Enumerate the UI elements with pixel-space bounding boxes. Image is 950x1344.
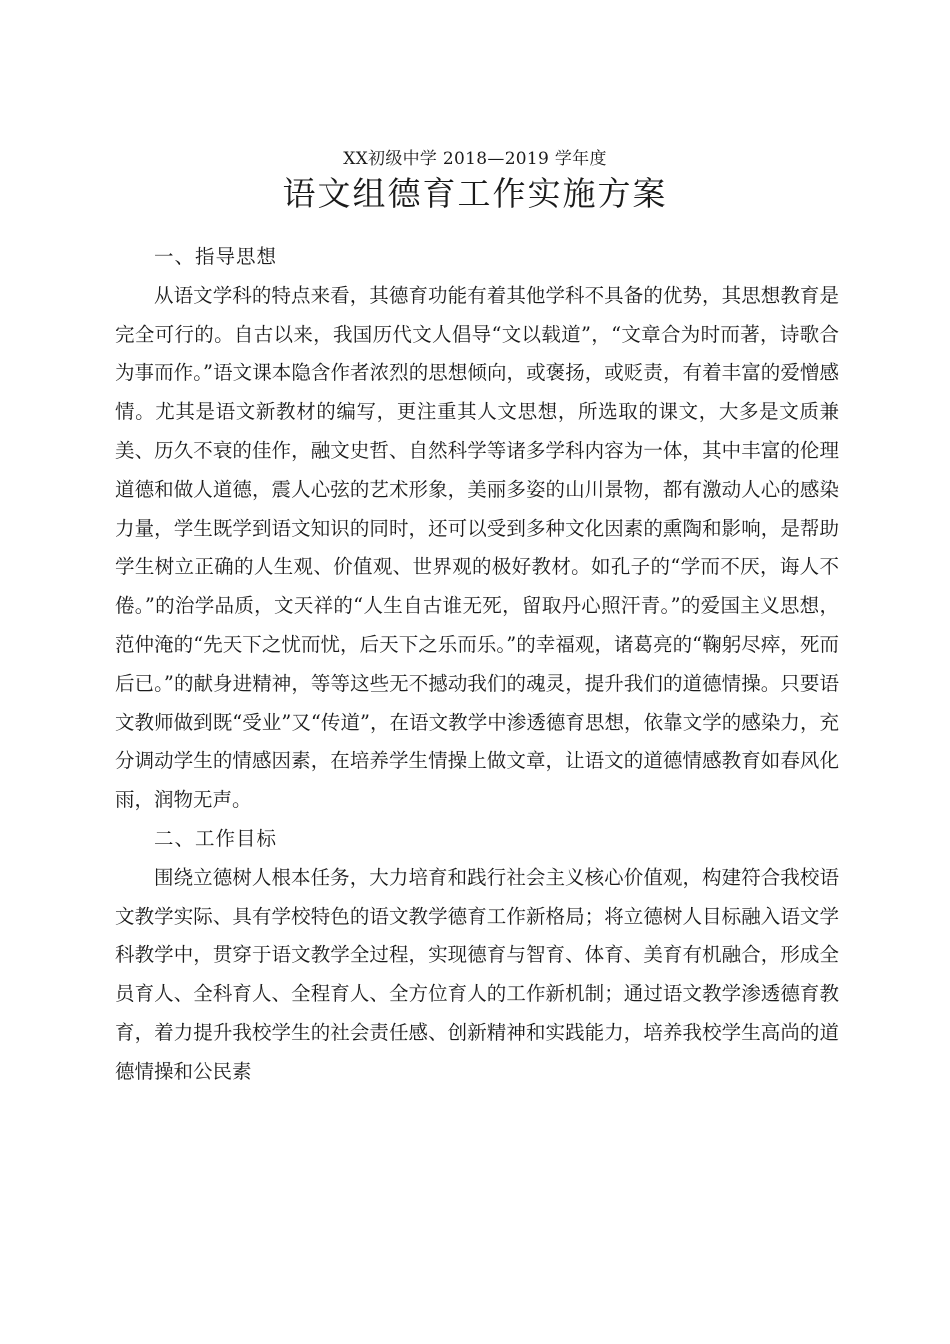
- section-heading-guiding-ideology: 一、指导思想: [154, 245, 278, 268]
- section-paragraph-guiding-ideology: 从语文学科的特点来看，其德育功能有着其他学科不具备的优势，其思想教育是完全可行的。自古以来，我国历代文人倡导“文以载道”，“文章合为时而著，诗歌合为事而作。”语文课本隐含作者浓烈的思想倾向，或褒扬，或贬责，有着丰富的爱憎感情。尤其是语文新教材的编写，更注重其人文思想，所选取的课文，大多是文质兼美、历久不衰的佳作，融文史哲、自然科学等诸多学科内容为一体，其中丰富的伦理道德和做人道德，震人心弦的艺术形象，美丽多姿的山川景物，都有激动人心的感染力量，学生既学到语文知识的同时，还可以受到多种文化因素的熏陶和影响，是帮助学生树立正确的人生观、价值观、世界观的极好教材。如孔子的“学而不厌，诲人不倦。”的治学品质，文天祥的“人生自古谁无死，留取丹心照汗青。”的爱国主义思想，范仲淹的“先天下之忧而忧，后天下之乐而乐。”的幸福观，诸葛亮的“鞠躬尽瘁，死而后已。”的献身进精神，等等这些无不撼动我们的魂灵，提升我们的道德情操。只要语文教师做到既“受业”又“传道”，在语文教学中渗透德育思想，依靠文学的感染力，充分调动学生的情感因素，在培养学生情操上做文章，让语文的道德情感教育如春风化雨，润物无声。: [115, 283, 839, 812]
- document-body: [115, 238, 839, 1092]
- document-subtitle: XX初级中学 2018—2019 学年度: [343, 149, 607, 169]
- section-heading-work-goals: 二、工作目标: [154, 826, 278, 850]
- section-paragraph-work-goals: 围绕立德树人根本任务，大力培育和践行社会主义核心价值观，构建符合我校语文教学实际、具有学校特色的语文教学德育工作新格局；将立德树人目标融入语文学科教学中，贯穿于语文教学全过程，实现德育与智育、体育、美育有机融合，形成全员育人、全科育人、全程育人、全方位育人的工作新机制；通过语文教学渗透德育教育，着力提升我校学生的社会责任感、创新精神和实践能力，培养我校学生高尚的道德情操和公民素: [115, 865, 839, 1083]
- document-title: 语文组德育工作实施方案: [282, 174, 668, 213]
